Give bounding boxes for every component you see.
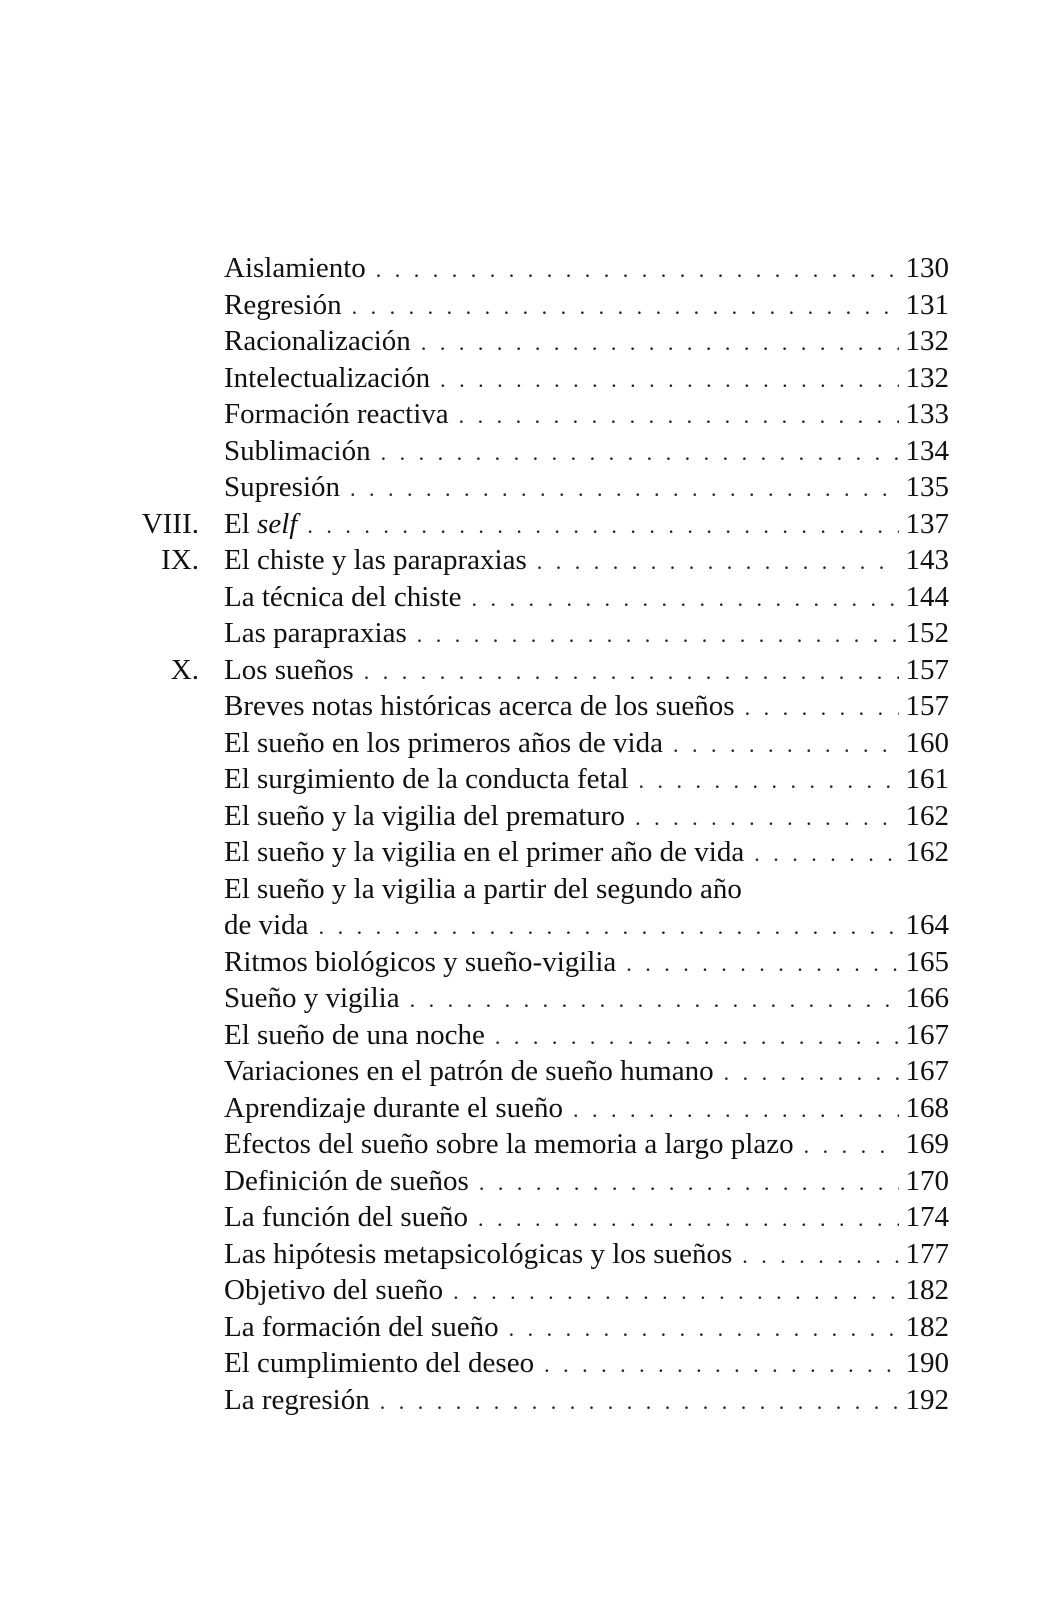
entry-title: Objetivo del sueño bbox=[224, 1274, 444, 1306]
entry-title: La regresión bbox=[224, 1383, 370, 1416]
dot-leader bbox=[410, 982, 899, 1019]
page-number: 135 bbox=[905, 471, 949, 503]
toc-entry bbox=[0, 761, 1064, 798]
dot-leader bbox=[472, 581, 899, 618]
page-number: 167 bbox=[905, 1055, 949, 1087]
toc-entry bbox=[0, 1309, 1064, 1346]
entry-title-line2: de vida bbox=[224, 909, 309, 941]
dot-leader bbox=[495, 1019, 899, 1056]
table-of-contents bbox=[0, 250, 1064, 1418]
toc-entry bbox=[0, 1272, 1064, 1309]
dot-leader bbox=[673, 727, 899, 764]
entry-title: Efectos del sueño sobre la memoria a largo plazo bbox=[224, 1128, 794, 1160]
toc-entry bbox=[0, 1382, 1064, 1419]
toc-entry bbox=[0, 1090, 1064, 1127]
entry-title: Sublimación bbox=[224, 434, 371, 467]
toc-entry bbox=[0, 396, 1064, 433]
toc-entry bbox=[0, 615, 1064, 652]
page-number: 170 bbox=[905, 1164, 949, 1197]
entry-title: El sueño y la vigilia del prematuro bbox=[224, 799, 626, 832]
entry-title: Aislamiento bbox=[224, 252, 366, 284]
entry-title: La formación del sueño bbox=[224, 1310, 499, 1343]
entry-title-prefix: El bbox=[224, 507, 258, 540]
page-number: 166 bbox=[905, 982, 949, 1014]
entry-title-italic: self bbox=[257, 507, 298, 540]
page-number: 167 bbox=[905, 1018, 949, 1051]
toc-entry bbox=[0, 1053, 1064, 1090]
page-number: 177 bbox=[905, 1237, 949, 1270]
toc-entry bbox=[0, 798, 1064, 835]
dot-leader bbox=[459, 398, 899, 435]
dot-leader bbox=[478, 1201, 899, 1238]
chapter-number: IX. bbox=[161, 544, 199, 576]
page-number: 134 bbox=[905, 434, 949, 467]
dot-leader bbox=[544, 1347, 899, 1384]
toc-entry bbox=[0, 1126, 1064, 1163]
page-number: 160 bbox=[905, 726, 949, 759]
entry-title bbox=[224, 506, 297, 543]
toc-chapter-entry bbox=[0, 542, 1064, 579]
dot-leader bbox=[381, 435, 899, 472]
dot-leader bbox=[754, 836, 899, 873]
dot-leader bbox=[440, 362, 899, 399]
page-number: 133 bbox=[905, 398, 949, 430]
dot-leader bbox=[804, 1128, 899, 1165]
page-number: 152 bbox=[905, 617, 949, 649]
toc-entry bbox=[0, 323, 1064, 360]
toc-entry bbox=[0, 1199, 1064, 1236]
entry-title: Supresión bbox=[224, 471, 340, 503]
page-number: 132 bbox=[905, 361, 949, 394]
entry-title: Aprendizaje durante el sueño bbox=[224, 1091, 563, 1124]
entry-title: Las hipótesis metapsicológicas y los sueños bbox=[224, 1237, 733, 1270]
entry-title: Ritmos biológicos y sueño-vigilia bbox=[224, 945, 617, 978]
chapter-number: VIII. bbox=[141, 507, 199, 540]
page-number: 131 bbox=[905, 288, 949, 321]
dot-leader bbox=[639, 763, 899, 800]
toc-entry bbox=[0, 1345, 1064, 1382]
page-number: 157 bbox=[905, 690, 949, 722]
page-number: 161 bbox=[905, 763, 949, 795]
toc-entry bbox=[0, 579, 1064, 616]
entry-title: Intelectualización bbox=[224, 361, 431, 394]
entry-title: Racionalización bbox=[224, 325, 411, 357]
dot-leader bbox=[417, 617, 899, 654]
page-number: 144 bbox=[905, 580, 949, 613]
dot-leader bbox=[573, 1092, 899, 1129]
entry-title: El cumplimiento del deseo bbox=[224, 1347, 535, 1379]
dot-leader bbox=[380, 1384, 899, 1421]
page-number: 157 bbox=[905, 653, 949, 686]
entry-title: Formación reactiva bbox=[224, 398, 449, 430]
toc-entry bbox=[0, 725, 1064, 762]
dot-leader bbox=[479, 1165, 899, 1202]
entry-title: Definición de sueños bbox=[224, 1164, 469, 1197]
toc-entry bbox=[0, 469, 1064, 506]
page-number: 162 bbox=[905, 836, 949, 868]
toc-entry bbox=[0, 360, 1064, 397]
toc-chapter-entry bbox=[0, 652, 1064, 689]
page-number: 169 bbox=[905, 1128, 949, 1160]
entry-title: Regresión bbox=[224, 288, 342, 321]
chapter-number: X. bbox=[170, 653, 199, 686]
page-number: 132 bbox=[905, 325, 949, 357]
page-number: 165 bbox=[905, 945, 949, 978]
toc-entry bbox=[0, 944, 1064, 981]
dot-leader bbox=[453, 1274, 899, 1311]
dot-leader bbox=[364, 654, 899, 691]
toc-chapter-entry bbox=[0, 506, 1064, 543]
entry-title: Los sueños bbox=[224, 653, 354, 686]
toc-entry-line2 bbox=[0, 907, 1064, 944]
dot-leader bbox=[537, 544, 899, 581]
toc-entry bbox=[0, 834, 1064, 871]
dot-leader bbox=[376, 252, 899, 289]
toc-entry-line1 bbox=[0, 871, 1064, 908]
dot-leader bbox=[509, 1311, 899, 1348]
page-number: 164 bbox=[905, 909, 949, 941]
page-number: 143 bbox=[905, 544, 949, 576]
toc-entry bbox=[0, 980, 1064, 1017]
page-number: 182 bbox=[905, 1274, 949, 1306]
entry-title: La función del sueño bbox=[224, 1201, 469, 1233]
toc-entry bbox=[0, 1163, 1064, 1200]
entry-title: El chiste y las parapraxias bbox=[224, 544, 527, 576]
page-number: 174 bbox=[905, 1201, 949, 1233]
entry-title: El sueño y la vigilia en el primer año de vida bbox=[224, 836, 745, 868]
dot-leader bbox=[742, 1238, 899, 1275]
toc-entry bbox=[0, 433, 1064, 470]
entry-title: El sueño de una noche bbox=[224, 1018, 485, 1051]
page-number: 192 bbox=[905, 1383, 949, 1416]
page-number: 182 bbox=[905, 1310, 949, 1343]
toc-entry bbox=[0, 287, 1064, 324]
entry-title: La técnica del chiste bbox=[224, 580, 462, 613]
page-number: 162 bbox=[905, 799, 949, 832]
dot-leader bbox=[307, 508, 899, 545]
dot-leader bbox=[421, 325, 899, 362]
dot-leader bbox=[635, 800, 899, 837]
page-number: 130 bbox=[905, 252, 949, 284]
dot-leader bbox=[319, 909, 899, 946]
dot-leader bbox=[626, 946, 899, 983]
dot-leader bbox=[350, 471, 899, 508]
entry-title-line1: El sueño y la vigilia a partir del segundo año bbox=[224, 872, 742, 905]
page-number: 190 bbox=[905, 1347, 949, 1379]
toc-entry bbox=[0, 250, 1064, 287]
toc-entry bbox=[0, 1017, 1064, 1054]
entry-title: Sueño y vigilia bbox=[224, 982, 400, 1014]
dot-leader bbox=[352, 289, 899, 326]
entry-title: Variaciones en el patrón de sueño humano bbox=[224, 1055, 714, 1087]
page-number: 168 bbox=[905, 1091, 949, 1124]
page-number: 137 bbox=[905, 507, 949, 540]
entry-title: El surgimiento de la conducta fetal bbox=[224, 763, 629, 795]
toc-entry bbox=[0, 1236, 1064, 1273]
toc-entry bbox=[0, 688, 1064, 725]
dot-leader bbox=[724, 1055, 899, 1092]
entry-title: El sueño en los primeros años de vida bbox=[224, 726, 663, 759]
dot-leader bbox=[745, 690, 899, 727]
entry-title: Las parapraxias bbox=[224, 617, 407, 649]
entry-title: Breves notas históricas acerca de los sueños bbox=[224, 690, 735, 722]
